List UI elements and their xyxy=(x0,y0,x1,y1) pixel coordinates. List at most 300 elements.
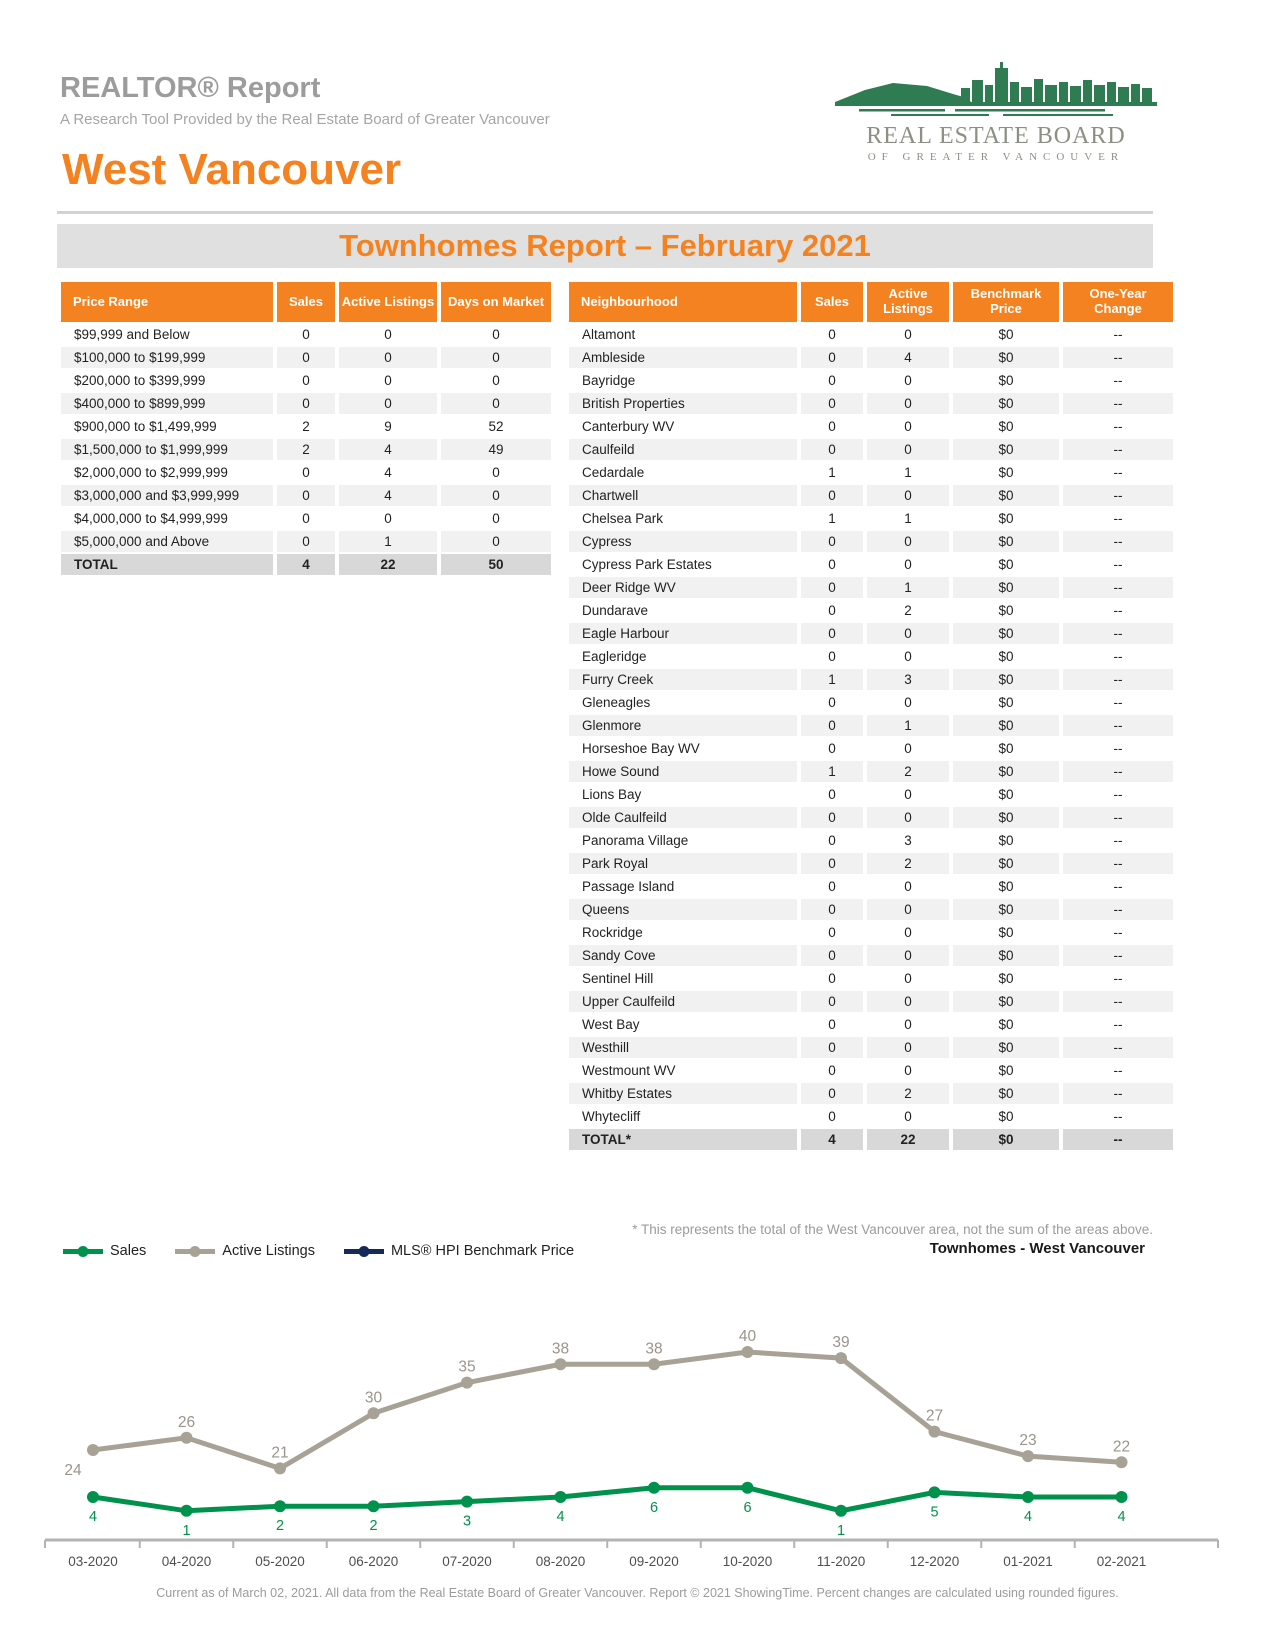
table-cell: Howe Sound xyxy=(569,761,797,782)
table-row xyxy=(61,370,551,391)
table-cell: 2 xyxy=(277,439,335,460)
report-subtitle: A Research Tool Provided by the Real Estate Board of Greater Vancouver xyxy=(60,111,550,128)
table-cell: $4,000,000 to $4,999,999 xyxy=(61,508,273,529)
table-cell: 0 xyxy=(801,324,863,345)
x-axis-label: 08-2020 xyxy=(535,1554,586,1569)
table-cell: $99,999 and Below xyxy=(61,324,273,345)
table-cell: 0 xyxy=(801,1014,863,1035)
vancouver-skyline-icon xyxy=(835,58,1157,120)
data-table xyxy=(565,280,1177,1152)
table-cell: Dundarave xyxy=(569,600,797,621)
table-cell: 0 xyxy=(277,462,335,483)
table-cell: $0 xyxy=(953,600,1059,621)
table-cell: $0 xyxy=(953,324,1059,345)
table-cell: 1 xyxy=(867,577,949,598)
sales-point xyxy=(835,1505,847,1517)
table-cell: Cypress Park Estates xyxy=(569,554,797,575)
table-cell: 0 xyxy=(867,876,949,897)
table-cell: -- xyxy=(1063,508,1173,529)
table-cell: Olde Caulfeild xyxy=(569,807,797,828)
table-row xyxy=(569,393,1173,414)
legend-label: Sales xyxy=(110,1243,147,1259)
table-cell: -- xyxy=(1063,1060,1173,1081)
table-cell: -- xyxy=(1063,324,1173,345)
table-row xyxy=(569,715,1173,736)
sales-label: 4 xyxy=(556,1509,565,1525)
table-cell: -- xyxy=(1063,922,1173,943)
x-axis-label: 05-2020 xyxy=(255,1554,305,1569)
x-axis-label: 09-2020 xyxy=(629,1554,679,1569)
x-axis-label: 03-2020 xyxy=(68,1554,118,1569)
active-listings-point xyxy=(461,1377,473,1389)
active-listings-label: 39 xyxy=(832,1334,850,1352)
table-cell: -- xyxy=(1063,393,1173,414)
table-row xyxy=(569,669,1173,690)
active-listings-label: 38 xyxy=(645,1340,663,1358)
column-header: Price Range xyxy=(61,282,273,322)
table-row xyxy=(61,416,551,437)
table-cell: Deer Ridge WV xyxy=(569,577,797,598)
table-row xyxy=(61,324,551,345)
sales-label: 6 xyxy=(743,1499,752,1516)
table-cell: 4 xyxy=(339,485,437,506)
table-cell: 0 xyxy=(867,1060,949,1081)
table-cell: 0 xyxy=(867,784,949,805)
table-cell: -- xyxy=(1063,347,1173,368)
sales-point xyxy=(1116,1491,1128,1503)
table-cell: -- xyxy=(1063,1037,1173,1058)
table-cell: 0 xyxy=(277,370,335,391)
table-cell: $0 xyxy=(953,1106,1059,1127)
table-cell: -- xyxy=(1063,646,1173,667)
table-row xyxy=(569,324,1173,345)
table-cell: $0 xyxy=(953,876,1059,897)
table-cell: 0 xyxy=(867,991,949,1012)
sales-label: 4 xyxy=(88,1509,98,1525)
table-cell: 0 xyxy=(801,991,863,1012)
table-cell: 2 xyxy=(867,1083,949,1104)
table-cell: 0 xyxy=(801,1060,863,1081)
legend-item xyxy=(62,1243,146,1259)
table-cell: Furry Creek xyxy=(569,669,797,690)
table-row xyxy=(61,485,551,506)
table-cell: 1 xyxy=(801,761,863,782)
table-cell: Altamont xyxy=(569,324,797,345)
table-cell: Eagle Harbour xyxy=(569,623,797,644)
table-row xyxy=(569,485,1173,506)
total-cell: $0 xyxy=(953,1129,1059,1150)
table-cell: -- xyxy=(1063,1106,1173,1127)
table-row xyxy=(569,1083,1173,1104)
table-cell: 0 xyxy=(801,784,863,805)
table-cell: 0 xyxy=(339,393,437,414)
table-cell: $0 xyxy=(953,393,1059,414)
sales-point xyxy=(929,1486,941,1498)
table-cell: -- xyxy=(1063,1014,1173,1035)
table-row xyxy=(569,876,1173,897)
table-cell: 0 xyxy=(801,485,863,506)
x-axis-label: 07-2020 xyxy=(442,1554,492,1569)
table-cell: $100,000 to $199,999 xyxy=(61,347,273,368)
active-listings-point xyxy=(929,1426,941,1438)
table-cell: 0 xyxy=(867,324,949,345)
sales-point xyxy=(648,1482,660,1494)
table-row xyxy=(569,462,1173,483)
table-cell: -- xyxy=(1063,692,1173,713)
total-cell: -- xyxy=(1063,1129,1173,1150)
table-cell: -- xyxy=(1063,945,1173,966)
table-row xyxy=(569,784,1173,805)
table-cell: $0 xyxy=(953,1083,1059,1104)
table-row xyxy=(569,853,1173,874)
table-cell: $0 xyxy=(953,945,1059,966)
page-title: West Vancouver xyxy=(62,145,402,194)
table-cell: -- xyxy=(1063,715,1173,736)
table-cell: 1 xyxy=(801,462,863,483)
table-cell: 0 xyxy=(867,1037,949,1058)
table-cell: -- xyxy=(1063,876,1173,897)
active-listings-point xyxy=(742,1346,754,1358)
table-cell: 2 xyxy=(867,853,949,874)
table-cell: Rockridge xyxy=(569,922,797,943)
active-listings-label: 23 xyxy=(1019,1432,1037,1450)
table-cell: 3 xyxy=(867,669,949,690)
table-cell: $0 xyxy=(953,1037,1059,1058)
table-cell: Bayridge xyxy=(569,370,797,391)
table-row xyxy=(569,646,1173,667)
table-cell: $0 xyxy=(953,347,1059,368)
total-cell: 4 xyxy=(801,1129,863,1150)
active-listings-point xyxy=(555,1358,567,1370)
x-axis-label: 11-2020 xyxy=(816,1554,866,1569)
table-cell: -- xyxy=(1063,554,1173,575)
table-cell: Chelsea Park xyxy=(569,508,797,529)
table-cell: British Properties xyxy=(569,393,797,414)
table-cell: 2 xyxy=(867,600,949,621)
table-cell: 2 xyxy=(277,416,335,437)
table-cell: 0 xyxy=(801,807,863,828)
table-cell: 0 xyxy=(801,830,863,851)
active-listings-label: 35 xyxy=(458,1358,476,1376)
table-cell: Upper Caulfeild xyxy=(569,991,797,1012)
table-cell: Canterbury WV xyxy=(569,416,797,437)
table-cell: 0 xyxy=(867,692,949,713)
table-cell: $0 xyxy=(953,991,1059,1012)
table-cell: $5,000,000 and Above xyxy=(61,531,273,552)
table-cell: 9 xyxy=(339,416,437,437)
table-cell: 0 xyxy=(801,623,863,644)
table-cell: 0 xyxy=(867,439,949,460)
total-row xyxy=(61,554,551,575)
table-cell: 0 xyxy=(867,968,949,989)
table-cell: -- xyxy=(1063,968,1173,989)
total-footnote: * This represents the total of the West Vancouver area, not the sum of the areas above. xyxy=(632,1222,1153,1237)
data-table xyxy=(57,280,555,577)
table-cell: 0 xyxy=(867,646,949,667)
table-cell: $0 xyxy=(953,416,1059,437)
sales-label: 3 xyxy=(462,1513,472,1530)
sales-label: 6 xyxy=(649,1499,659,1516)
table-cell: -- xyxy=(1063,416,1173,437)
x-axis-label: 10-2020 xyxy=(722,1554,773,1569)
table-cell: 0 xyxy=(801,899,863,920)
total-row xyxy=(569,1129,1173,1150)
table-row xyxy=(569,554,1173,575)
table-cell: 0 xyxy=(867,393,949,414)
table-row xyxy=(569,508,1173,529)
table-cell: -- xyxy=(1063,761,1173,782)
table-cell: 0 xyxy=(441,485,551,506)
table-row xyxy=(61,531,551,552)
active-listings-point xyxy=(274,1462,286,1474)
x-axis-label: 04-2020 xyxy=(161,1554,212,1569)
table-cell: $0 xyxy=(953,623,1059,644)
table-cell: 4 xyxy=(867,347,949,368)
table-cell: $0 xyxy=(953,738,1059,759)
table-cell: 0 xyxy=(339,508,437,529)
table-cell: 0 xyxy=(867,416,949,437)
column-header: Active Listings xyxy=(867,282,949,322)
active-listings-label: 26 xyxy=(177,1413,196,1431)
column-header: One-Year Change xyxy=(1063,282,1173,322)
x-axis-label: 01-2021 xyxy=(1003,1554,1053,1569)
table-cell: 0 xyxy=(801,968,863,989)
table-cell: 1 xyxy=(867,508,949,529)
table-cell: -- xyxy=(1063,784,1173,805)
table-row xyxy=(569,1037,1173,1058)
sales-line xyxy=(93,1488,1122,1511)
active-listings-point xyxy=(1022,1450,1034,1462)
table-cell: 0 xyxy=(867,807,949,828)
table-cell: 0 xyxy=(867,1106,949,1127)
table-cell: $0 xyxy=(953,1014,1059,1035)
table-row xyxy=(569,531,1173,552)
active-listings-point xyxy=(87,1444,99,1456)
table-cell: 49 xyxy=(441,439,551,460)
table-row xyxy=(569,577,1173,598)
sales-point xyxy=(87,1491,99,1503)
table-cell: 0 xyxy=(801,393,863,414)
legend-item xyxy=(343,1243,574,1259)
table-cell: 0 xyxy=(801,876,863,897)
table-cell: 1 xyxy=(801,669,863,690)
sales-label: 4 xyxy=(1117,1509,1126,1525)
table-cell: $0 xyxy=(953,485,1059,506)
table-cell: 0 xyxy=(867,485,949,506)
active-listings-label: 40 xyxy=(738,1328,757,1345)
table-cell: $0 xyxy=(953,761,1059,782)
header-divider xyxy=(57,211,1153,214)
table-row xyxy=(569,991,1173,1012)
table-cell: $0 xyxy=(953,784,1059,805)
table-cell: $0 xyxy=(953,692,1059,713)
table-row xyxy=(569,600,1173,621)
table-cell: 0 xyxy=(867,945,949,966)
report-banner-title: Townhomes Report – February 2021 xyxy=(57,224,1153,268)
sales-label: 1 xyxy=(836,1522,846,1539)
sales-point xyxy=(368,1500,380,1512)
table-cell: 0 xyxy=(801,738,863,759)
column-header: Sales xyxy=(277,282,335,322)
table-cell: -- xyxy=(1063,600,1173,621)
table-cell: 0 xyxy=(867,623,949,644)
table-cell: Sandy Cove xyxy=(569,945,797,966)
table-cell: 0 xyxy=(867,1014,949,1035)
total-cell: TOTAL xyxy=(61,554,273,575)
table-cell: $3,000,000 and $3,999,999 xyxy=(61,485,273,506)
table-cell: 0 xyxy=(801,945,863,966)
table-cell: 3 xyxy=(867,830,949,851)
table-cell: -- xyxy=(1063,991,1173,1012)
table-cell: Sentinel Hill xyxy=(569,968,797,989)
table-cell: 0 xyxy=(801,370,863,391)
table-row xyxy=(569,1014,1173,1035)
table-cell: $0 xyxy=(953,1060,1059,1081)
table-cell: 0 xyxy=(867,531,949,552)
table-cell: 0 xyxy=(867,738,949,759)
footer-note: Current as of March 02, 2021. All data from the Real Estate Board of Greater Vancouver. Report © 2021 ShowingTime. Percent changes are calculated using rounded figures. xyxy=(156,1586,1119,1600)
logo-text-line1: REAL ESTATE BOARD xyxy=(866,123,1126,149)
table-cell: Panorama Village xyxy=(569,830,797,851)
table-cell: 2 xyxy=(867,761,949,782)
table-cell: -- xyxy=(1063,577,1173,598)
table-row xyxy=(569,968,1173,989)
table-cell: -- xyxy=(1063,853,1173,874)
total-cell: 22 xyxy=(339,554,437,575)
table-cell: -- xyxy=(1063,370,1173,391)
table-cell: 0 xyxy=(801,416,863,437)
table-cell: $0 xyxy=(953,899,1059,920)
column-header: Days on Market xyxy=(441,282,551,322)
table-cell: -- xyxy=(1063,462,1173,483)
table-cell: Westmount WV xyxy=(569,1060,797,1081)
table-cell: 0 xyxy=(441,393,551,414)
total-cell: 22 xyxy=(867,1129,949,1150)
total-cell: 50 xyxy=(441,554,551,575)
table-row xyxy=(61,462,551,483)
table-cell: $0 xyxy=(953,968,1059,989)
table-cell: 0 xyxy=(867,370,949,391)
table-cell: $0 xyxy=(953,853,1059,874)
table-cell: West Bay xyxy=(569,1014,797,1035)
table-cell: 0 xyxy=(867,554,949,575)
report-title: REALTOR® Report xyxy=(60,72,321,104)
table-cell: 0 xyxy=(801,347,863,368)
table-row xyxy=(569,1060,1173,1081)
column-header: Active Listings xyxy=(339,282,437,322)
sales-point xyxy=(1022,1491,1034,1503)
table-row xyxy=(569,347,1173,368)
sales-label: 2 xyxy=(275,1518,285,1535)
sales-label: 5 xyxy=(930,1504,939,1521)
table-cell: 0 xyxy=(801,1083,863,1104)
active-listings-point xyxy=(1116,1456,1128,1468)
table-cell: $1,500,000 to $1,999,999 xyxy=(61,439,273,460)
active-listings-point xyxy=(368,1407,380,1419)
table-cell: $0 xyxy=(953,922,1059,943)
table-cell: Gleneagles xyxy=(569,692,797,713)
table-cell: Glenmore xyxy=(569,715,797,736)
legend-marker-icon xyxy=(343,1245,385,1258)
table-cell: 1 xyxy=(801,508,863,529)
table-row xyxy=(61,439,551,460)
table-cell: 0 xyxy=(801,922,863,943)
table-cell: $0 xyxy=(953,439,1059,460)
table-cell: -- xyxy=(1063,439,1173,460)
table-cell: 0 xyxy=(339,324,437,345)
table-cell: 0 xyxy=(801,715,863,736)
table-cell: Cypress xyxy=(569,531,797,552)
table-cell: $0 xyxy=(953,508,1059,529)
x-axis-label: 02-2021 xyxy=(1096,1554,1147,1569)
table-cell: Caulfeild xyxy=(569,439,797,460)
table-cell: $0 xyxy=(953,646,1059,667)
table-cell: -- xyxy=(1063,807,1173,828)
trend-chart xyxy=(0,1270,1275,1582)
table-cell: 0 xyxy=(801,1037,863,1058)
active-listings-label: 21 xyxy=(271,1444,289,1462)
table-cell: $0 xyxy=(953,531,1059,552)
table-row xyxy=(569,807,1173,828)
table-cell: Lions Bay xyxy=(569,784,797,805)
table-cell: Ambleside xyxy=(569,347,797,368)
price-range-table xyxy=(57,280,545,577)
logo-text-line2: OF GREATER VANCOUVER xyxy=(867,151,1125,163)
table-cell: 0 xyxy=(441,347,551,368)
column-header: Sales xyxy=(801,282,863,322)
table-cell: -- xyxy=(1063,531,1173,552)
table-row xyxy=(569,830,1173,851)
total-cell: 4 xyxy=(277,554,335,575)
table-row xyxy=(61,508,551,529)
table-cell: $0 xyxy=(953,462,1059,483)
table-cell: 1 xyxy=(867,462,949,483)
table-cell: -- xyxy=(1063,485,1173,506)
table-cell: 0 xyxy=(801,692,863,713)
chart-title: Townhomes - West Vancouver xyxy=(929,1240,1145,1257)
table-cell: 0 xyxy=(441,462,551,483)
table-cell: Passage Island xyxy=(569,876,797,897)
table-cell: 0 xyxy=(801,554,863,575)
table-cell: 0 xyxy=(801,1106,863,1127)
table-cell: 4 xyxy=(339,462,437,483)
table-cell: Horseshoe Bay WV xyxy=(569,738,797,759)
table-cell: 0 xyxy=(277,324,335,345)
table-cell: Whytecliff xyxy=(569,1106,797,1127)
sales-point xyxy=(181,1505,193,1517)
active-listings-point xyxy=(648,1358,660,1370)
table-cell: $0 xyxy=(953,715,1059,736)
table-cell: 0 xyxy=(339,370,437,391)
table-row xyxy=(569,439,1173,460)
table-cell: 1 xyxy=(339,531,437,552)
table-row xyxy=(569,623,1173,644)
active-listings-label: 24 xyxy=(64,1462,82,1479)
table-row xyxy=(569,922,1173,943)
table-cell: 0 xyxy=(277,485,335,506)
table-cell: $0 xyxy=(953,554,1059,575)
table-cell: 0 xyxy=(801,853,863,874)
table-cell: $200,000 to $399,999 xyxy=(61,370,273,391)
legend-marker-icon xyxy=(174,1245,216,1258)
table-cell: 0 xyxy=(277,393,335,414)
table-cell: 0 xyxy=(441,324,551,345)
table-cell: 0 xyxy=(801,439,863,460)
table-cell: Queens xyxy=(569,899,797,920)
table-cell: 0 xyxy=(801,531,863,552)
sales-point xyxy=(274,1500,286,1512)
active-listings-label: 22 xyxy=(1112,1438,1131,1456)
